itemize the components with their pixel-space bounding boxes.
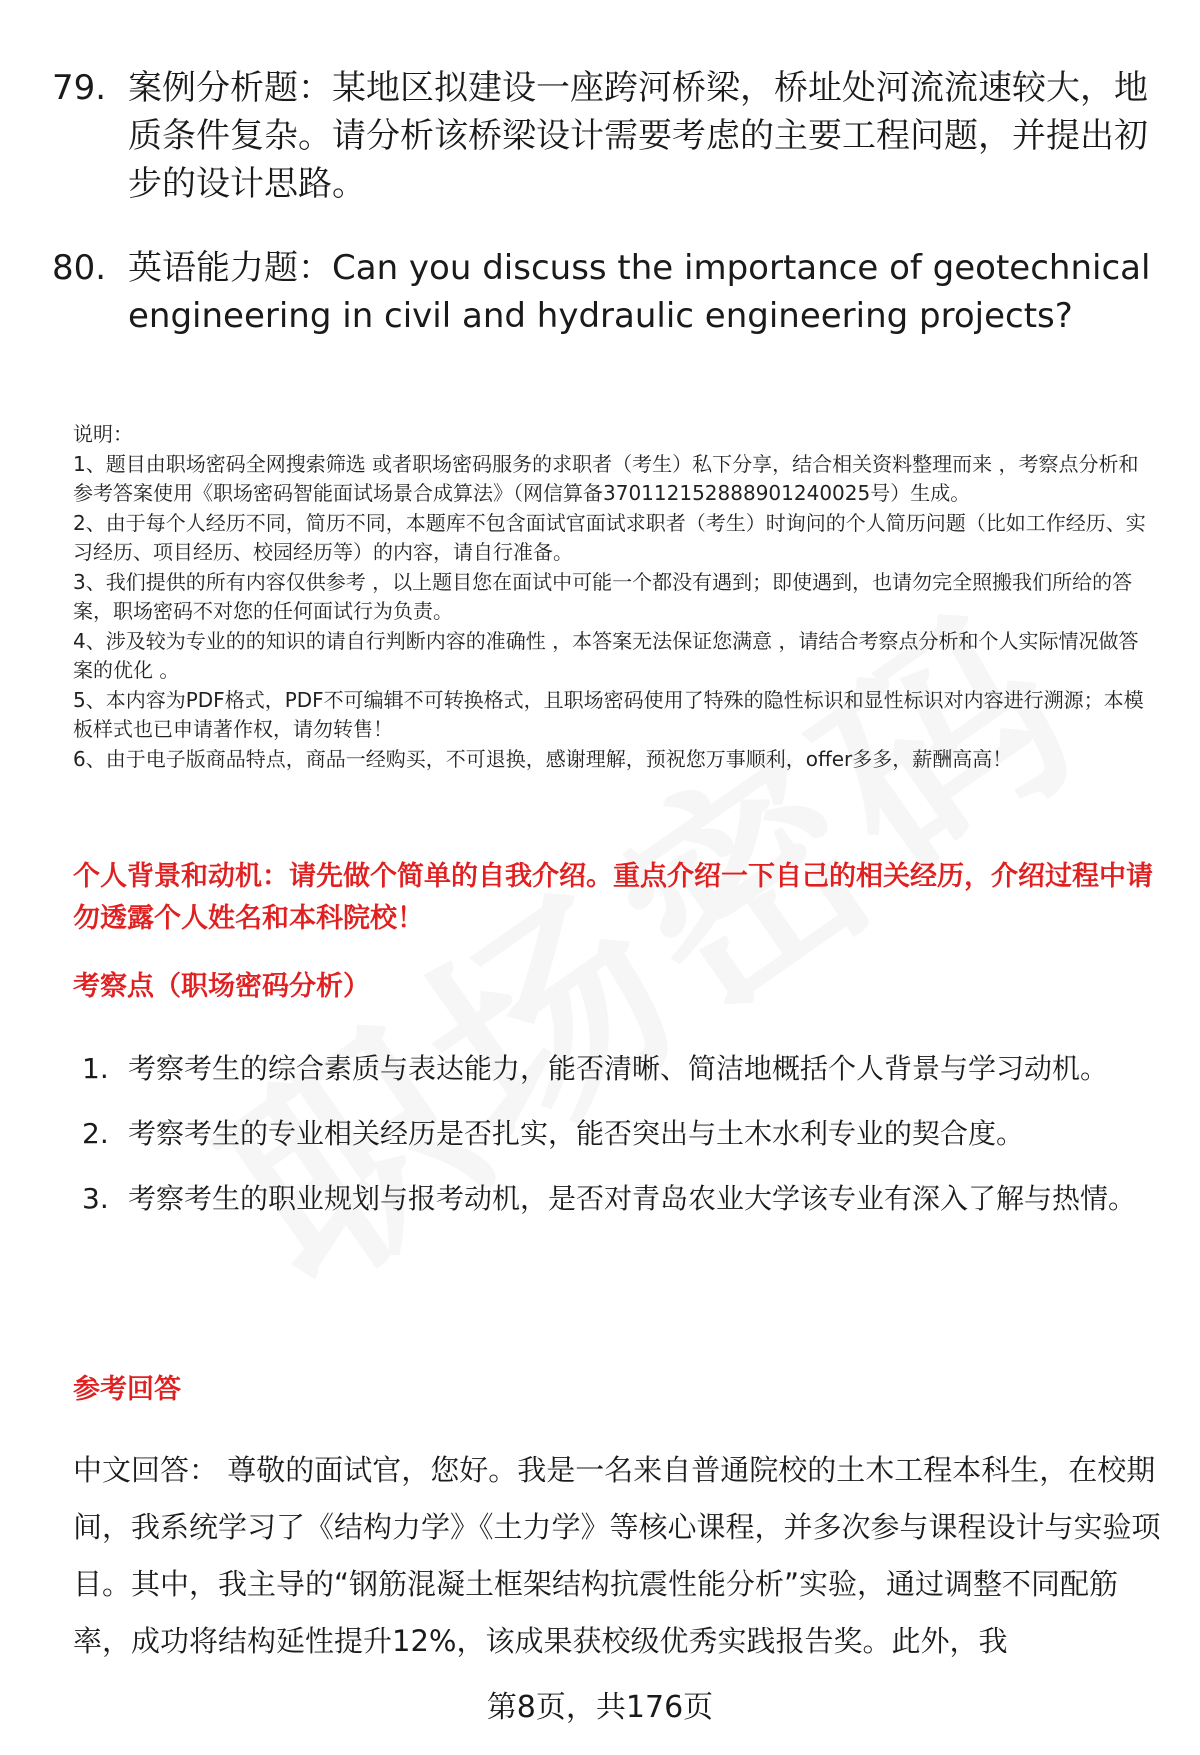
question-number: 80. (52, 248, 107, 288)
point-item (82, 1170, 1152, 1227)
answer-text: 中文回答： 尊敬的面试官，您好。我是一名来自普通院校的土木工程本科生，在校期间，我系统学习了《结构力学》《土力学》等核心课程，并多次参与课程设计与实验项目。其中，我主导的“钢筋混凝土框架结构抗震性能分析”实验，通过调整不同配筋率，成功将结构延性提升12%，该成果获校级优秀实践报告奖。此外，我 (73, 1453, 1161, 1658)
notes-heading: 说明： (73, 422, 133, 446)
point-number: 3. (82, 1182, 109, 1215)
question-80 (52, 244, 1152, 340)
question-text: 英语能力题：Can you discuss the importance of geotechnical engineering in civil and hydraulic engineering projects? (128, 248, 1151, 336)
points-list (82, 1040, 1152, 1235)
point-number: 1. (82, 1052, 109, 1085)
question-text: 案例分析题：某地区拟建设一座跨河桥梁，桥址处河流流速较大，地质条件复杂。请分析该桥梁设计需要考虑的主要工程问题，并提出初步的设计思路。 (128, 68, 1148, 204)
note-item: 5、本内容为PDF格式，PDF不可编辑不可转换格式，且职场密码使用了特殊的隐性标识和显性标识对内容进行溯源；本模板样式也已申请著作权，请勿转售！ (73, 687, 1144, 741)
question-number: 79. (52, 68, 107, 108)
points-heading: 考察点（职场密码分析） (73, 971, 370, 1002)
point-text: 考察考生的综合素质与表达能力，能否清晰、简洁地概括个人背景与学习动机。 (128, 1052, 1109, 1085)
question-79 (52, 64, 1152, 208)
point-text: 考察考生的职业规划与报考动机，是否对青岛农业大学该专业有深入了解与热情。 (128, 1182, 1137, 1215)
point-text: 考察考生的专业相关经历是否扎实，能否突出与土木水利专业的契合度。 (128, 1117, 1025, 1150)
note-item: 6、由于电子版商品特点，商品一经购买，不可退换，感谢理解，预祝您万事顺利，offer多多，薪酬高高！ (73, 746, 1013, 771)
point-item (82, 1105, 1152, 1162)
page-footer: 第8页，共176页 (486, 1690, 714, 1725)
note-item: 1、题目由职场密码全网搜索筛选 或者职场密码服务的求职者（考生）私下分享，结合相关资料整理而来 ，考察点分析和参考答案使用《职场密码智能面试场景合成算法》（网信算备370112152888901240025号）生成。 (73, 451, 1139, 505)
interview-prompt: 个人背景和动机：请先做个简单的自我介绍。重点介绍一下自己的相关经历，介绍过程中请勿透露个人姓名和本科院校！ (73, 861, 1153, 934)
note-item: 4、涉及较为专业的的知识的请自行判断内容的准确性 ，本答案无法保证您满意 ，请结合考察点分析和个人实际情况做答案的优化 。 (73, 628, 1139, 682)
disclaimer-notes (73, 420, 1153, 774)
note-item: 2、由于每个人经历不同，简历不同，本题库不包含面试官面试求职者（考生）时询问的个人简历问题（比如工作经历、实习经历、项目经历、校园经历等）的内容，请自行准备。 (73, 510, 1146, 564)
point-item (82, 1040, 1152, 1097)
note-item: 3、我们提供的所有内容仅供参考 ，以上题目您在面试中可能一个都没有遇到；即使遇到，也请勿完全照搬我们所给的答案，职场密码不对您的任何面试行为负责。 (73, 569, 1133, 623)
point-number: 2. (82, 1117, 109, 1150)
answer-heading: 参考回答 (73, 1374, 181, 1405)
